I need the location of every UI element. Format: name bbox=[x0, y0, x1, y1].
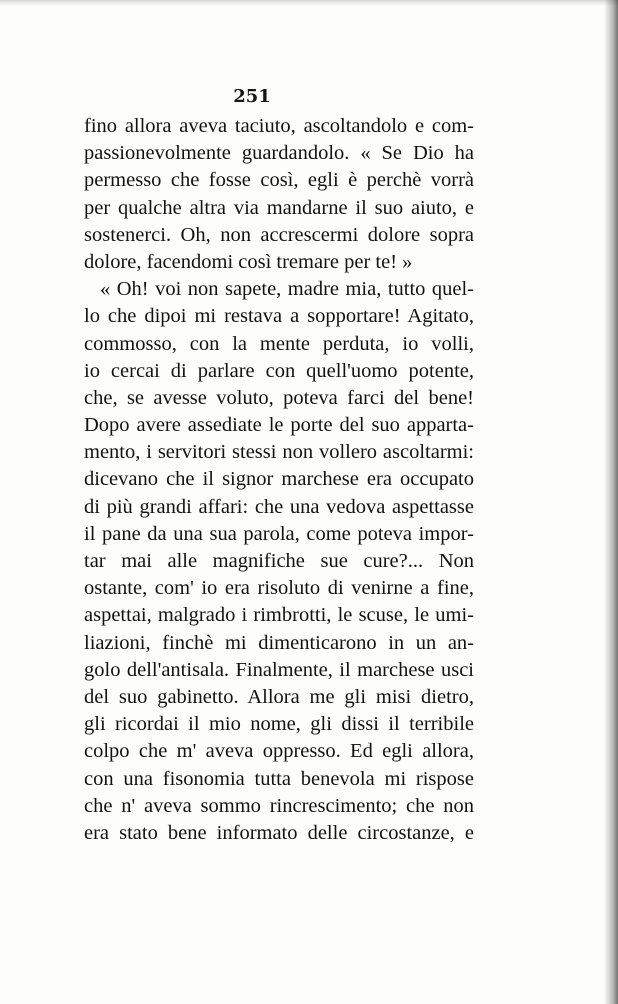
text-line: colpo che m' aveva oppresso. Ed egli allora, bbox=[84, 740, 474, 763]
text-line: Dopo avere assediate le porte del suo apparta- bbox=[84, 414, 474, 437]
page-number: 251 bbox=[233, 86, 271, 107]
text-line: mento, i servitori stessi non vollero ascoltarmi: bbox=[84, 441, 474, 464]
text-line: per qualche altra via mandarne il suo aiuto, e bbox=[84, 196, 474, 219]
text-line: che, se avesse voluto, poteva farci del bene! bbox=[84, 386, 474, 409]
text-line: fino allora aveva taciuto, ascoltandolo e com- bbox=[84, 115, 474, 137]
text-line: sostenerci. Oh, non accrescermi dolore sopra bbox=[84, 223, 474, 246]
text-line: di più grandi affari: che una vedova aspettasse bbox=[84, 495, 474, 518]
text-line: dicevano che il signor marchese era occupato bbox=[84, 468, 474, 491]
text-line: con una fisonomia tutta benevola mi rispose bbox=[84, 767, 474, 790]
text-line: dolore, facendomi così tremare per te! » bbox=[84, 250, 413, 273]
text-line: tar mai alle magnifiche sue cure?... Non bbox=[84, 550, 474, 572]
text-line: lo che dipoi mi restava a sopportare! Agitato, bbox=[84, 305, 474, 328]
text-line: io cercai di parlare con quell'uomo potente, bbox=[84, 359, 474, 382]
text-line: liazioni, finchè mi dimenticarono in un an- bbox=[84, 631, 474, 654]
text-line: ostante, com' io era risoluto di venirne a fine, bbox=[84, 577, 474, 600]
text-line: aspettai, malgrado i rimbrotti, le scuse, le umi- bbox=[84, 604, 474, 627]
body-text bbox=[84, 113, 474, 847]
text-line: il pane da una sua parola, come poteva impor- bbox=[84, 522, 474, 545]
text-line: era stato bene informato delle circostanze, e bbox=[84, 821, 474, 844]
text-line: passionevolmente guardandolo. « Se Dio ha bbox=[84, 142, 474, 165]
text-line: golo dell'antisala. Finalmente, il marchese usci bbox=[84, 658, 474, 681]
page-top-shadow bbox=[0, 0, 618, 6]
text-line: del suo gabinetto. Allora me gli misi dietro, bbox=[84, 685, 474, 708]
page-edge-shadow bbox=[604, 0, 618, 1004]
text-line: permesso che fosse così, egli è perchè vorrà bbox=[84, 169, 474, 192]
text-line: gli ricordai il mio nome, gli dissi il terribile bbox=[84, 713, 474, 736]
text-line: « Oh! voi non sapete, madre mia, tutto quel- bbox=[100, 278, 474, 301]
text-line: commosso, con la mente perduta, io volli, bbox=[84, 332, 474, 355]
text-line: che n' aveva sommo rincrescimento; che non bbox=[84, 794, 474, 817]
